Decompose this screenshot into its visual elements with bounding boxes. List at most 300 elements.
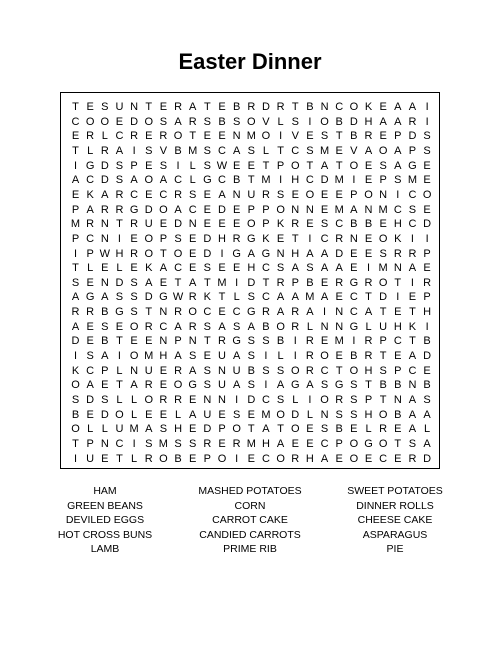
grid-letter: A — [189, 276, 197, 289]
grid-letter: E — [394, 452, 402, 465]
grid-row — [61, 188, 439, 202]
grid-letter: R — [305, 350, 314, 363]
grid-letter: R — [86, 306, 95, 319]
grid-letter: V — [262, 115, 270, 128]
grid-letter: C — [291, 144, 300, 157]
grid-letter: R — [174, 364, 183, 377]
grid-letter: L — [306, 320, 313, 333]
grid-letter: B — [232, 101, 241, 113]
grid-letter: D — [349, 115, 358, 128]
word-search-grid — [60, 92, 440, 469]
grid-letter: E — [291, 437, 299, 450]
grid-letter: O — [144, 232, 154, 245]
grid-letter: D — [174, 218, 183, 231]
grid-letter: S — [232, 408, 241, 421]
grid-letter: C — [408, 364, 417, 377]
grid-letter: G — [364, 437, 373, 450]
grid-letter: O — [144, 115, 154, 128]
grid-letter: K — [86, 188, 94, 201]
grid-letter: T — [379, 306, 387, 319]
grid-letter: E — [350, 423, 358, 436]
grid-letter: M — [319, 144, 330, 157]
grid-letter: G — [115, 306, 124, 319]
grid-letter: A — [320, 247, 329, 260]
grid-letter: O — [159, 452, 168, 465]
grid-letter: V — [159, 144, 168, 157]
grid-row — [61, 247, 439, 261]
grid-letter: R — [144, 320, 153, 333]
grid-letter: E — [189, 262, 197, 275]
grid-letter: A — [86, 379, 94, 392]
grid-letter: S — [101, 320, 109, 333]
grid-letter: M — [217, 276, 227, 289]
grid-letter: E — [203, 218, 212, 231]
grid-letter: P — [423, 291, 431, 304]
grid-letter: R — [232, 232, 241, 245]
grid-letter: H — [218, 232, 226, 245]
grid-letter: N — [100, 276, 109, 289]
grid-letter: D — [218, 203, 226, 216]
grid-letter: E — [203, 203, 212, 216]
grid-letter: M — [158, 437, 168, 450]
grid-letter: H — [159, 350, 168, 363]
grid-letter: T — [72, 144, 79, 157]
grid-letter: E — [394, 423, 402, 436]
grid-letter: S — [203, 379, 212, 392]
grid-row — [61, 217, 439, 231]
grid-letter: D — [423, 452, 432, 465]
grid-row — [61, 232, 439, 246]
grid-letter: E — [335, 452, 343, 465]
grid-letter: O — [85, 115, 95, 128]
grid-letter: E — [145, 408, 153, 421]
grid-letter: T — [247, 174, 255, 187]
grid-letter: C — [232, 306, 241, 319]
word-list-item: GREEN BEANS — [67, 499, 143, 512]
grid-letter: B — [379, 379, 387, 392]
grid-letter: I — [396, 188, 400, 201]
grid-letter: N — [320, 320, 329, 333]
grid-letter: I — [264, 379, 268, 392]
grid-letter: I — [425, 320, 429, 333]
grid-letter: E — [101, 379, 109, 392]
grid-letter: K — [408, 320, 417, 333]
grid-letter: R — [174, 394, 183, 406]
grid-letter: S — [159, 159, 168, 172]
grid-letter: S — [320, 423, 329, 436]
grid-letter: S — [262, 364, 270, 377]
grid-letter: P — [218, 423, 226, 436]
grid-letter: L — [116, 262, 123, 275]
grid-letter: T — [409, 335, 416, 348]
grid-letter: O — [144, 394, 154, 406]
grid-letter: A — [408, 101, 417, 113]
grid-letter: O — [290, 423, 300, 436]
grid-letter: C — [335, 218, 344, 231]
grid-letter: T — [160, 247, 167, 260]
grid-letter: P — [101, 364, 109, 377]
grid-letter: L — [174, 408, 182, 421]
grid-letter: S — [247, 291, 255, 304]
grid-letter: R — [100, 144, 109, 157]
grid-letter: L — [116, 394, 123, 406]
grid-letter: A — [232, 350, 241, 363]
grid-letter: U — [247, 188, 256, 201]
grid-letter: E — [335, 188, 343, 201]
grid-letter: S — [423, 394, 431, 406]
grid-letter: C — [218, 144, 226, 157]
grid-letter: B — [423, 335, 431, 348]
grid-letter: L — [277, 350, 284, 363]
grid-letter: C — [115, 437, 124, 450]
grid-letter: K — [364, 101, 373, 113]
grid-letter: E — [145, 159, 153, 172]
grid-letter: T — [394, 437, 402, 450]
grid-letter: N — [364, 203, 373, 216]
grid-letter: C — [349, 291, 358, 304]
grid-letter: G — [247, 306, 256, 319]
grid-letter: C — [349, 306, 358, 319]
grid-letter: E — [394, 350, 402, 363]
grid-letter: R — [364, 130, 373, 143]
grid-letter: L — [262, 144, 269, 157]
grid-letter: U — [144, 218, 153, 231]
grid-letter: T — [291, 101, 299, 113]
grid-letter: C — [408, 218, 417, 231]
grid-letter: C — [261, 452, 270, 465]
grid-letter: P — [276, 159, 285, 172]
grid-letter: L — [101, 423, 108, 436]
grid-letter: S — [247, 335, 255, 348]
grid-letter: R — [218, 335, 226, 348]
grid-letter: S — [276, 364, 285, 377]
grid-letter: A — [174, 320, 182, 333]
grid-letter: L — [189, 159, 196, 172]
grid-letter: E — [86, 335, 94, 348]
grid-letter: A — [276, 379, 285, 392]
grid-letter: E — [232, 262, 241, 275]
grid-letter: M — [246, 130, 256, 143]
grid-letter: B — [335, 423, 343, 436]
grid-letter: A — [101, 291, 109, 304]
grid-letter: N — [379, 188, 388, 201]
grid-letter: H — [393, 218, 402, 231]
grid-letter: S — [130, 291, 138, 304]
grid-letter: C — [188, 203, 197, 216]
grid-letter: E — [159, 218, 168, 231]
grid-letter: R — [423, 276, 432, 289]
grid-letter: E — [71, 188, 80, 201]
grid-letter: B — [247, 364, 255, 377]
grid-letter: O — [115, 408, 124, 421]
grid-letter: D — [203, 232, 212, 245]
grid-letter: N — [100, 218, 109, 231]
grid-letter: S — [350, 394, 358, 406]
grid-letter: E — [320, 203, 329, 216]
grid-letter: A — [101, 350, 109, 363]
grid-letter: E — [364, 247, 373, 260]
grid-letter: I — [279, 174, 283, 187]
grid-letter: C — [159, 320, 168, 333]
grid-letter: W — [216, 159, 228, 172]
grid-letter: E — [115, 320, 124, 333]
grid-letter: R — [86, 218, 95, 231]
grid-letter: U — [218, 379, 226, 392]
grid-letter: A — [306, 306, 314, 319]
word-list-item: CORN — [234, 499, 266, 512]
grid-letter: A — [218, 320, 226, 333]
grid-letter: O — [349, 452, 359, 465]
grid-letter: I — [293, 350, 297, 363]
grid-letter: C — [86, 364, 95, 377]
grid-letter: C — [115, 130, 124, 143]
grid-letter: B — [394, 379, 402, 392]
grid-letter: C — [335, 101, 344, 113]
grid-letter: N — [218, 394, 226, 406]
grid-letter: E — [423, 174, 431, 187]
grid-letter: A — [115, 144, 124, 157]
grid-letter: D — [144, 203, 153, 216]
grid-letter: R — [379, 423, 388, 436]
grid-letter: E — [130, 232, 138, 245]
grid-letter: H — [291, 247, 300, 260]
grid-letter: B — [174, 452, 182, 465]
grid-letter: G — [203, 174, 212, 187]
grid-letter: T — [145, 306, 153, 319]
grid-letter: O — [247, 218, 256, 231]
grid-row — [61, 276, 439, 290]
grid-letter: I — [323, 306, 327, 319]
grid-letter: S — [394, 174, 402, 187]
grid-letter: E — [379, 101, 387, 113]
grid-letter: E — [130, 262, 138, 275]
grid-letter: S — [189, 188, 197, 201]
grid-letter: E — [247, 159, 255, 172]
grid-letter: T — [291, 232, 299, 245]
grid-letter: E — [86, 276, 94, 289]
grid-letter: I — [235, 276, 239, 289]
grid-row — [61, 349, 439, 363]
grid-letter: I — [410, 232, 414, 245]
grid-letter: R — [291, 306, 300, 319]
grid-letter: A — [306, 247, 314, 260]
grid-letter: U — [115, 101, 124, 113]
grid-letter: E — [423, 364, 431, 377]
grid-letter: G — [349, 320, 359, 333]
grid-letter: R — [408, 115, 417, 128]
grid-letter: E — [232, 203, 241, 216]
grid-letter: P — [203, 452, 212, 465]
grid-letter: S — [101, 101, 109, 113]
grid-letter: D — [320, 174, 329, 187]
grid-letter: T — [116, 335, 123, 348]
grid-row — [61, 320, 439, 334]
grid-letter: O — [159, 203, 168, 216]
grid-letter: C — [408, 188, 417, 201]
grid-letter: A — [130, 174, 138, 187]
grid-letter: O — [290, 159, 300, 172]
grid-letter: E — [218, 130, 226, 143]
grid-letter: S — [232, 115, 241, 128]
grid-letter: O — [129, 320, 139, 333]
grid-letter: R — [393, 247, 402, 260]
grid-letter: R — [203, 437, 212, 450]
grid-letter: O — [349, 101, 359, 113]
grid-letter: N — [393, 394, 402, 406]
grid-letter: U — [203, 408, 212, 421]
grid-letter: K — [394, 232, 402, 245]
grid-letter: A — [71, 320, 80, 333]
grid-letter: U — [218, 350, 226, 363]
grid-letter: R — [364, 350, 373, 363]
grid-letter: R — [130, 130, 139, 143]
grid-letter: R — [174, 306, 183, 319]
grid-letter: S — [159, 115, 168, 128]
grid-letter: O — [290, 364, 300, 377]
grid-row — [61, 305, 439, 319]
grid-letter: I — [308, 115, 312, 128]
grid-letter: R — [364, 335, 373, 348]
grid-letter: U — [86, 452, 95, 465]
grid-letter: S — [379, 247, 387, 260]
grid-letter: L — [424, 423, 431, 436]
grid-letter: R — [130, 247, 139, 260]
grid-letter: N — [100, 232, 109, 245]
grid-row — [61, 144, 439, 158]
grid-letter: H — [364, 408, 373, 421]
grid-letter: E — [379, 218, 387, 231]
grid-letter: N — [335, 306, 344, 319]
grid-letter: A — [145, 276, 153, 289]
grid-letter: E — [320, 188, 329, 201]
grid-row — [61, 334, 439, 348]
grid-letter: D — [408, 130, 417, 143]
grid-letter: E — [320, 335, 329, 348]
grid-letter: D — [423, 350, 432, 363]
grid-letter: T — [365, 379, 372, 392]
grid-letter: O — [188, 306, 197, 319]
grid-letter: R — [174, 101, 183, 113]
grid-letter: M — [407, 174, 418, 187]
grid-letter: R — [276, 276, 285, 289]
grid-letter: G — [261, 247, 271, 260]
grid-letter: B — [350, 218, 358, 231]
grid-letter: E — [350, 247, 358, 260]
grid-letter: P — [335, 437, 343, 450]
grid-letter: R — [159, 394, 168, 406]
grid-letter: E — [159, 364, 168, 377]
grid-letter: E — [364, 174, 373, 187]
grid-letter: E — [291, 188, 299, 201]
grid-letter: S — [423, 130, 431, 143]
grid-letter: R — [305, 335, 314, 348]
grid-letter: S — [423, 144, 431, 157]
grid-letter: B — [71, 408, 80, 421]
grid-letter: E — [423, 203, 431, 216]
grid-letter: T — [116, 379, 123, 392]
grid-letter: O — [173, 379, 183, 392]
grid-letter: T — [335, 159, 343, 172]
grid-letter: R — [188, 291, 197, 304]
grid-letter: N — [349, 232, 358, 245]
grid-letter: I — [410, 276, 414, 289]
grid-letter: R — [86, 130, 95, 143]
grid-letter: S — [408, 437, 417, 450]
grid-letter: O — [378, 276, 388, 289]
grid-row — [61, 452, 439, 466]
grid-letter: A — [423, 408, 431, 421]
grid-letter: S — [379, 159, 387, 172]
grid-letter: T — [394, 276, 402, 289]
grid-letter: M — [144, 350, 154, 363]
grid-letter: B — [174, 144, 182, 157]
grid-letter: H — [291, 174, 300, 187]
grid-letter: I — [308, 394, 312, 406]
grid-row — [61, 129, 439, 143]
grid-letter: T — [203, 335, 211, 348]
grid-letter: O — [144, 174, 154, 187]
grid-letter: E — [306, 130, 314, 143]
grid-letter: E — [101, 262, 109, 275]
grid-letter: T — [262, 276, 270, 289]
grid-letter: M — [378, 262, 388, 275]
grid-letter: O — [276, 320, 285, 333]
grid-letter: A — [394, 144, 402, 157]
grid-letter: C — [174, 262, 183, 275]
grid-letter: N — [188, 335, 197, 348]
grid-letter: R — [364, 276, 373, 289]
grid-letter: D — [100, 174, 109, 187]
grid-letter: R — [115, 203, 124, 216]
grid-letter: E — [86, 101, 94, 113]
grid-letter: D — [423, 218, 432, 231]
grid-letter: E — [247, 452, 255, 465]
grid-letter: G — [129, 203, 139, 216]
grid-letter: A — [423, 437, 431, 450]
grid-letter: B — [306, 101, 314, 113]
grid-letter: B — [218, 115, 226, 128]
grid-letter: O — [349, 364, 359, 377]
grid-letter: D — [100, 408, 109, 421]
grid-letter: I — [73, 159, 78, 172]
grid-letter: R — [305, 364, 314, 377]
grid-letter: N — [232, 130, 241, 143]
grid-letter: P — [159, 232, 168, 245]
grid-letter: T — [379, 394, 387, 406]
grid-letter: G — [232, 247, 241, 260]
grid-letter: E — [159, 379, 168, 392]
grid-letter: B — [276, 335, 285, 348]
grid-letter: N — [188, 218, 197, 231]
grid-letter: E — [71, 130, 80, 143]
grid-letter: M — [334, 174, 344, 187]
grid-letter: M — [129, 423, 139, 436]
grid-letter: G — [290, 379, 300, 392]
grid-letter: P — [71, 232, 80, 245]
grid-letter: T — [174, 276, 182, 289]
grid-letter: S — [115, 159, 124, 172]
grid-letter: U — [379, 320, 388, 333]
grid-letter: I — [425, 232, 429, 245]
grid-letter: C — [86, 174, 95, 187]
grid-letter: D — [86, 394, 95, 406]
grid-letter: A — [276, 437, 285, 450]
grid-letter: C — [261, 262, 270, 275]
grid-letter: A — [320, 291, 329, 304]
grid-letter: B — [306, 276, 314, 289]
grid-letter: R — [408, 452, 417, 465]
grid-letter: S — [115, 291, 124, 304]
